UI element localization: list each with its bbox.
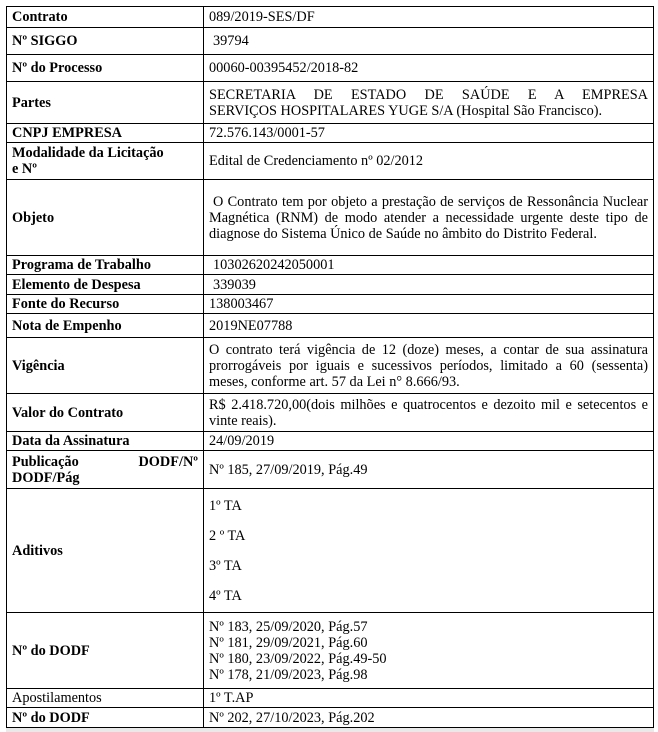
row-dodf-aditivos	[7, 613, 654, 689]
row-assinatura	[7, 432, 654, 451]
value-empenho: 2019NE07788	[204, 314, 654, 338]
modalidade-label-line-2: e Nº	[12, 161, 37, 177]
partes-line-2: SERVIÇOS HOSPITALARES YUGE S/A (Hospital São Francisco).	[209, 102, 603, 119]
label-dodf-aditivos: Nº do DODF	[7, 613, 204, 689]
label-objeto: Objeto	[7, 180, 204, 256]
value-siggo	[204, 28, 654, 55]
label-siggo: Nº SIGGO	[7, 28, 204, 55]
row-apostilamentos	[7, 689, 654, 708]
value-programa	[204, 256, 654, 275]
value-objeto	[204, 180, 654, 256]
value-aditivos	[204, 489, 654, 613]
dodf-aditivo-item: Nº 183, 25/09/2020, Pág.57	[209, 618, 368, 635]
label-cnpj: CNPJ EMPRESA	[7, 124, 204, 143]
publicacao-label-line-2: DODF/Pág	[12, 469, 80, 486]
label-elemento: Elemento de Despesa	[7, 275, 204, 295]
row-valor	[7, 394, 654, 432]
label-valor: Valor do Contrato	[7, 394, 204, 432]
value-dodf-apostilamento: Nº 202, 27/10/2023, Pág.202	[204, 708, 654, 728]
value-cnpj: 72.576.143/0001-57	[204, 124, 654, 143]
row-objeto	[7, 180, 654, 256]
label-programa: Programa de Trabalho	[7, 256, 204, 275]
page-bottom-shadow	[6, 728, 654, 732]
dodf-aditivo-item: Nº 178, 21/09/2023, Pág.98	[209, 666, 368, 683]
value-fonte: 138003467	[204, 295, 654, 314]
label-modalidade	[7, 143, 204, 180]
dodf-aditivo-item: Nº 181, 29/09/2021, Pág.60	[209, 634, 368, 651]
label-publicacao	[7, 451, 204, 489]
value-valor: R$ 2.418.720,00(dois milhões e quatrocentos e dezoito mil e setecentos e vinte reais).	[204, 394, 654, 432]
value-apostilamentos: 1º T.AP	[204, 689, 654, 708]
programa-number: 10302620242050001	[213, 257, 335, 273]
objeto-text: O Contrato tem por objeto a prestação de serviços de Ressonância Nuclear Magnética (RNM) de modo atender a necessidade urgente deste tipo de diagnose do Sistema Único de Saúde no âmbito do Distrito Federal.	[209, 193, 648, 242]
label-aditivos: Aditivos	[7, 489, 204, 613]
label-processo: Nº do Processo	[7, 55, 204, 82]
value-partes	[204, 82, 654, 124]
row-fonte	[7, 295, 654, 314]
value-elemento	[204, 275, 654, 295]
row-partes	[7, 82, 654, 124]
label-assinatura: Data da Assinatura	[7, 432, 204, 451]
row-contrato	[7, 7, 654, 28]
label-vigencia: Vigência	[7, 338, 204, 394]
label-partes: Partes	[7, 82, 204, 124]
row-dodf-apostilamento	[7, 708, 654, 728]
elemento-number: 339039	[213, 276, 256, 293]
publicacao-label-line-1: Publicação DODF/Nº	[12, 453, 198, 470]
label-fonte: Fonte do Recurso	[7, 295, 204, 314]
siggo-number: 39794	[213, 33, 249, 49]
row-elemento	[7, 275, 654, 295]
aditivo-item: 4º TA	[209, 587, 242, 604]
row-vigencia	[7, 338, 654, 394]
aditivo-item: 2 º TA	[209, 527, 246, 544]
row-processo	[7, 55, 654, 82]
label-contrato: Contrato	[7, 7, 204, 28]
label-dodf-apostilamento: Nº do DODF	[7, 708, 204, 728]
row-aditivos	[7, 489, 654, 613]
value-publicacao: Nº 185, 27/09/2019, Pág.49	[204, 451, 654, 489]
value-dodf-aditivos	[204, 613, 654, 689]
row-empenho	[7, 314, 654, 338]
label-empenho: Nota de Empenho	[7, 314, 204, 338]
label-apostilamentos: Apostilamentos	[7, 689, 204, 708]
modalidade-label-line-1: Modalidade da Licitação	[12, 145, 164, 161]
aditivo-item: 3º TA	[209, 557, 242, 574]
value-processo: 00060-00395452/2018-82	[204, 55, 654, 82]
row-publicacao	[7, 451, 654, 489]
value-modalidade: Edital de Credenciamento nº 02/2012	[204, 143, 654, 180]
value-contrato: 089/2019-SES/DF	[204, 7, 654, 28]
contract-summary-table	[6, 6, 654, 728]
row-modalidade	[7, 143, 654, 180]
value-vigencia: O contrato terá vigência de 12 (doze) meses, a contar de sua assinatura prorrogáveis por iguais e sucessivos períodos, limitado a 60 (sessenta) meses, conforme art. 57 da Lei n° 8.666/93.	[204, 338, 654, 394]
aditivo-item: 1º TA	[209, 497, 242, 514]
partes-line-1: SECRETARIA DE ESTADO DE SAÚDE E A EMPRESA	[209, 86, 648, 103]
dodf-aditivo-item: Nº 180, 23/09/2022, Pág.49-50	[209, 650, 387, 667]
row-cnpj	[7, 124, 654, 143]
value-assinatura: 24/09/2019	[204, 432, 654, 451]
row-siggo	[7, 28, 654, 55]
row-programa	[7, 256, 654, 275]
